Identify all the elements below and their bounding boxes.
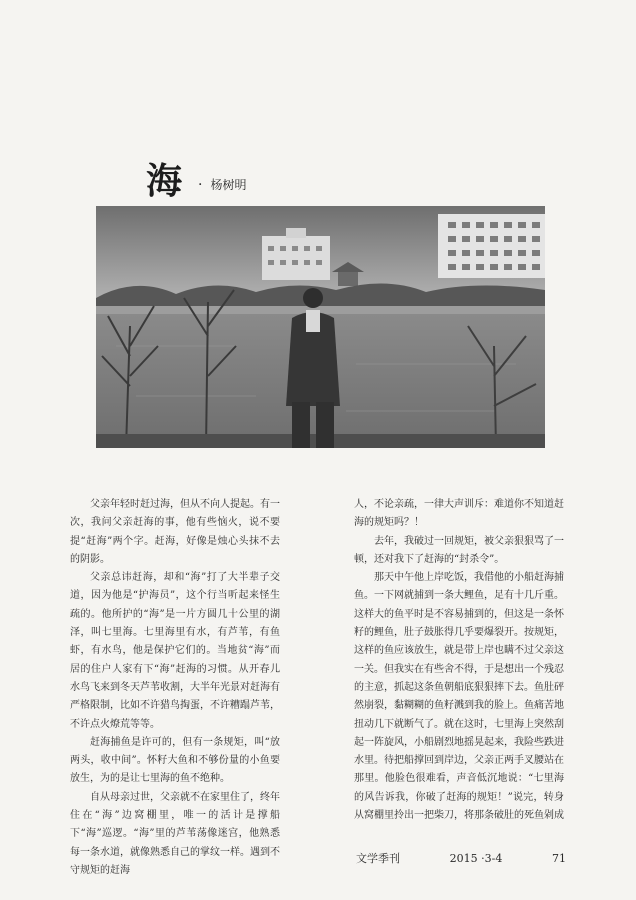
author-name: 杨树明	[210, 178, 247, 192]
page-number: 71	[551, 851, 566, 865]
paragraph: 父亲总讳赶海，却和“海”打了大半辈子交道，因为他是“护海员”，这个行当听起来怪生疏的。他所护的“海”是一片方圆几十公里的湖泽，叫七里海。七里海里有水，有芦苇，有鱼虾，有水鸟，他是保护它们的。当地贫“海”而居的住户人家有下“海”赶海的习惯。从开春儿水鸟飞来到冬天芦苇收割，大半年光景对赶海有严格限制，比如不许猎鸟掏蛋，不许糟蹋芦苇，不许点火燎荒等等。	[70, 572, 280, 730]
paragraph: 赶海捕鱼是许可的，但有一条规矩，叫“放两头，收中间”。怀籽大鱼和不够份量的小鱼要放生，为的是让七里海的鱼不绝种。	[70, 736, 280, 785]
building-right	[438, 214, 545, 278]
article-title: 海	[146, 161, 183, 202]
paragraph: 去年，我破过一回规矩，被父亲狠狠骂了一顿，还对我下了赶海的“封杀令”。	[354, 535, 564, 565]
page-footer	[356, 848, 566, 868]
article-body-right	[354, 496, 564, 825]
magazine-name: 文学季刊	[356, 852, 400, 865]
paragraph: 自从母亲过世，父亲就不在家里住了，终年住在“海”边窝棚里，唯一的活计是撑船下“海”巡逻。“海”里的芦苇荡像迷宫，他熟悉每一条水道，就像熟悉自己的掌纹一样。遇到不守规矩的赶海	[70, 791, 280, 876]
photo-portrait-by-lake	[96, 206, 545, 448]
paragraph: 父亲年轻时赶过海，但从不向人提起。有一次，我问父亲赶海的事，他有些恼火，说不要提“赶海”两个字。赶海，好像是烛心头抹不去的阴影。	[70, 499, 280, 565]
issue-number: 2015 ·3-4	[449, 851, 503, 865]
photo-image	[96, 206, 545, 448]
title-separator: ·	[198, 177, 203, 193]
paragraph-continued: 人，不论亲疏，一律大声训斥：难道你不知道赶海的规矩吗？！	[354, 499, 564, 529]
article-body-left	[70, 496, 280, 880]
article-heading	[146, 152, 246, 202]
paragraph: 那天中午他上岸吃饭，我借他的小船赶海捕鱼。一下网就捕到一条大鲤鱼，足有十几斤重。这样大的鱼平时是不容易捕到的，但这是一条怀籽的鲤鱼，肚子鼓胀得几乎要爆裂开。按规矩，这样的鱼应该放生，就是带上岸也瞒不过父亲这一关。但我实在有些舍不得，于是想出一个残忍的主意，抓起这条鱼朝船底狠狠摔下去。鱼肚砰然崩裂，黏糊糊的鱼籽溅到我的脸上。鱼痛苦地扭动几下就断气了。就在这时，七里海上突然刮起一阵旋风，小船剧烈地摇晃起来，我险些跌进水里。待把船撑回到岸边，父亲正两手叉腰站在那里。他脸色很难看，声音低沉地说：“七里海的风告诉我，你破了赶海的规矩！”说完，转身从窝棚里拎出一把柴刀，将那条破肚的死鱼剁成	[354, 572, 564, 822]
